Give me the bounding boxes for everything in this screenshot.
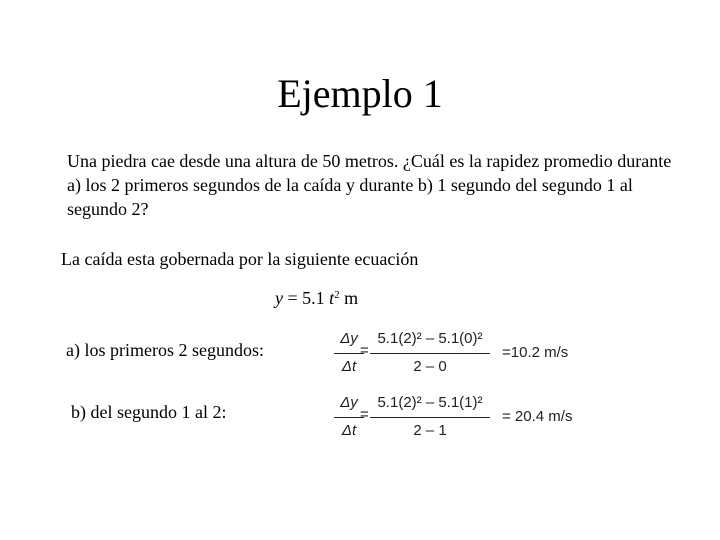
part-b-calculation [330,392,590,444]
part-a-fraction-bar-2 [370,353,490,354]
part-a-label: a) los primeros 2 segundos: [66,340,264,360]
part-a-calculation [330,328,590,380]
equation-middle: = 5.1 [283,288,330,308]
part-b-delta-y: Δy [340,394,358,411]
part-b-label: b) del segundo 1 al 2: [71,402,227,422]
part-a-numerator: 5.1(2)² – 5.1(0)² [377,330,483,347]
equation-variable: t [329,288,335,308]
part-a-result: =10.2 m/s [502,344,569,361]
part-b-result: = 20.4 m/s [502,408,573,425]
part-b-equals-sign: = [360,406,369,423]
motion-equation [275,283,358,310]
part-b-delta-t: Δt [341,422,357,439]
part-a-denominator: 2 – 0 [413,358,447,375]
part-a-equals-sign: = [360,342,369,359]
equation-exponent: 2 [334,289,340,301]
equation-lhs: y [275,288,283,308]
problem-statement: Una piedra cae desde una altura de 50 metros. ¿Cuál es la rapidez promedio durante a) los 2 primeros segundos de la caída y durante b) 1 segundo del segundo 1 al segundo 2? [67,151,672,219]
part-b-numerator: 5.1(2)² – 5.1(1)² [377,394,483,411]
equation-intro: La caída esta gobernada por la siguiente ecuación [61,249,419,269]
part-b-fraction-bar-2 [370,417,490,418]
part-b-value-fraction [370,392,490,444]
part-a-delta-y: Δy [340,330,358,347]
equation-unit: m [339,288,359,308]
part-b-denominator: 2 – 1 [413,422,447,439]
part-a-delta-t: Δt [341,358,357,375]
slide-title: Ejemplo 1 [277,71,443,116]
part-a-value-fraction [370,328,490,380]
